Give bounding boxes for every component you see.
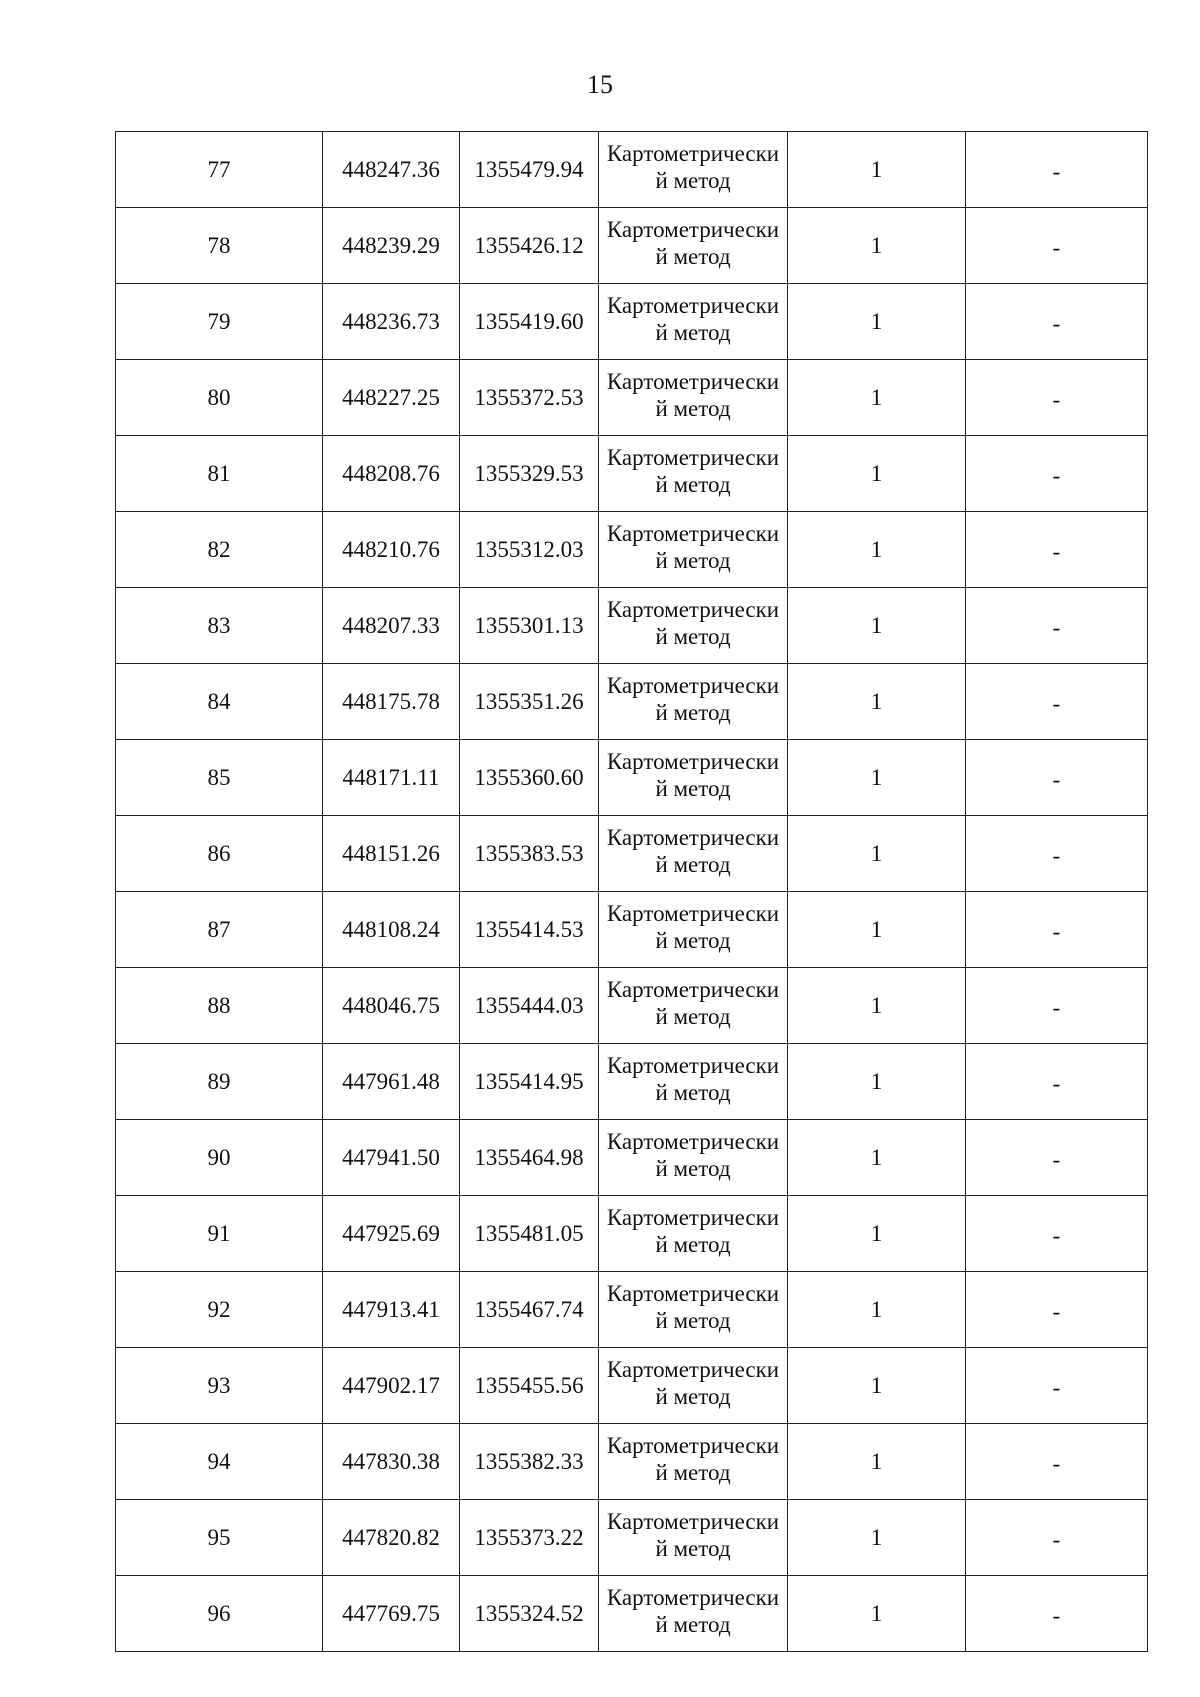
note-cell: - [966, 816, 1148, 892]
accuracy-cell: 1 [788, 1196, 966, 1272]
table-row [116, 1196, 1148, 1272]
table-row [116, 132, 1148, 208]
method-line-2: й метод [655, 1155, 731, 1181]
table-row [116, 588, 1148, 664]
table-row [116, 1348, 1148, 1424]
x-coordinate-cell: 447941.50 [323, 1120, 460, 1196]
method-line-1: Картометрически [606, 1280, 780, 1306]
note-cell: - [966, 284, 1148, 360]
method-cell [599, 1576, 788, 1652]
x-coordinate-cell: 448151.26 [323, 816, 460, 892]
method-line-2: й метод [655, 1079, 731, 1105]
y-coordinate-cell: 1355467.74 [460, 1272, 599, 1348]
point-number-cell: 95 [116, 1500, 323, 1576]
coordinates-table-body [116, 132, 1148, 1652]
x-coordinate-cell: 447902.17 [323, 1348, 460, 1424]
note-cell: - [966, 1120, 1148, 1196]
table-row [116, 512, 1148, 588]
method-line-1: Картометрически [606, 1584, 780, 1610]
accuracy-cell: 1 [788, 360, 966, 436]
note-cell: - [966, 968, 1148, 1044]
point-number-cell: 87 [116, 892, 323, 968]
accuracy-cell: 1 [788, 1576, 966, 1652]
method-line-2: й метод [655, 395, 731, 421]
note-cell: - [966, 664, 1148, 740]
note-cell: - [966, 1272, 1148, 1348]
point-number-cell: 90 [116, 1120, 323, 1196]
table-row [116, 360, 1148, 436]
method-line-2: й метод [655, 1383, 731, 1409]
method-line-2: й метод [655, 1459, 731, 1485]
method-cell [599, 664, 788, 740]
method-line-1: Картометрически [606, 368, 780, 394]
y-coordinate-cell: 1355426.12 [460, 208, 599, 284]
x-coordinate-cell: 448210.76 [323, 512, 460, 588]
accuracy-cell: 1 [788, 664, 966, 740]
point-number-cell: 96 [116, 1576, 323, 1652]
accuracy-cell: 1 [788, 436, 966, 512]
y-coordinate-cell: 1355414.53 [460, 892, 599, 968]
note-cell: - [966, 588, 1148, 664]
method-cell [599, 208, 788, 284]
y-coordinate-cell: 1355301.13 [460, 588, 599, 664]
y-coordinate-cell: 1355464.98 [460, 1120, 599, 1196]
note-cell: - [966, 436, 1148, 512]
x-coordinate-cell: 447925.69 [323, 1196, 460, 1272]
accuracy-cell: 1 [788, 1272, 966, 1348]
point-number-cell: 83 [116, 588, 323, 664]
method-line-2: й метод [655, 1003, 731, 1029]
method-line-2: й метод [655, 1611, 731, 1637]
note-cell: - [966, 1500, 1148, 1576]
x-coordinate-cell: 448236.73 [323, 284, 460, 360]
method-cell [599, 1044, 788, 1120]
note-cell: - [966, 208, 1148, 284]
y-coordinate-cell: 1355383.53 [460, 816, 599, 892]
point-number-cell: 88 [116, 968, 323, 1044]
table-row [116, 436, 1148, 512]
point-number-cell: 82 [116, 512, 323, 588]
x-coordinate-cell: 448046.75 [323, 968, 460, 1044]
y-coordinate-cell: 1355444.03 [460, 968, 599, 1044]
method-line-1: Картометрически [606, 520, 780, 546]
y-coordinate-cell: 1355481.05 [460, 1196, 599, 1272]
table-row [116, 892, 1148, 968]
accuracy-cell: 1 [788, 968, 966, 1044]
y-coordinate-cell: 1355479.94 [460, 132, 599, 208]
method-cell [599, 892, 788, 968]
point-number-cell: 94 [116, 1424, 323, 1500]
x-coordinate-cell: 448108.24 [323, 892, 460, 968]
y-coordinate-cell: 1355414.95 [460, 1044, 599, 1120]
point-number-cell: 81 [116, 436, 323, 512]
method-line-2: й метод [655, 775, 731, 801]
method-cell [599, 1196, 788, 1272]
point-number-cell: 84 [116, 664, 323, 740]
table-row [116, 664, 1148, 740]
table-row [116, 816, 1148, 892]
method-line-1: Картометрически [606, 900, 780, 926]
point-number-cell: 77 [116, 132, 323, 208]
page-number: 15 [587, 70, 613, 99]
table-row [116, 740, 1148, 816]
method-line-1: Картометрически [606, 672, 780, 698]
method-cell [599, 740, 788, 816]
method-line-2: й метод [655, 927, 731, 953]
table-row [116, 1120, 1148, 1196]
point-number-cell: 92 [116, 1272, 323, 1348]
y-coordinate-cell: 1355312.03 [460, 512, 599, 588]
method-line-2: й метод [655, 471, 731, 497]
x-coordinate-cell: 447820.82 [323, 1500, 460, 1576]
point-number-cell: 80 [116, 360, 323, 436]
x-coordinate-cell: 448171.11 [323, 740, 460, 816]
x-coordinate-cell: 448175.78 [323, 664, 460, 740]
accuracy-cell: 1 [788, 1044, 966, 1120]
method-cell [599, 1348, 788, 1424]
x-coordinate-cell: 448227.25 [323, 360, 460, 436]
table-row [116, 1576, 1148, 1652]
note-cell: - [966, 1044, 1148, 1120]
method-line-2: й метод [655, 243, 731, 269]
accuracy-cell: 1 [788, 816, 966, 892]
table-row [116, 1272, 1148, 1348]
method-cell [599, 132, 788, 208]
method-cell [599, 436, 788, 512]
accuracy-cell: 1 [788, 1424, 966, 1500]
method-line-2: й метод [655, 1231, 731, 1257]
method-line-1: Картометрически [606, 824, 780, 850]
accuracy-cell: 1 [788, 892, 966, 968]
table-row [116, 1044, 1148, 1120]
point-number-cell: 85 [116, 740, 323, 816]
accuracy-cell: 1 [788, 1500, 966, 1576]
note-cell: - [966, 892, 1148, 968]
y-coordinate-cell: 1355329.53 [460, 436, 599, 512]
point-number-cell: 79 [116, 284, 323, 360]
note-cell: - [966, 1196, 1148, 1272]
method-line-1: Картометрически [606, 1432, 780, 1458]
method-line-1: Картометрически [606, 216, 780, 242]
note-cell: - [966, 132, 1148, 208]
method-line-1: Картометрически [606, 1508, 780, 1534]
method-cell [599, 360, 788, 436]
note-cell: - [966, 1424, 1148, 1500]
method-cell [599, 816, 788, 892]
method-cell [599, 1424, 788, 1500]
point-number-cell: 89 [116, 1044, 323, 1120]
method-line-2: й метод [655, 319, 731, 345]
accuracy-cell: 1 [788, 1120, 966, 1196]
point-number-cell: 78 [116, 208, 323, 284]
method-line-1: Картометрически [606, 140, 780, 166]
coordinates-table [115, 131, 1148, 1652]
note-cell: - [966, 1576, 1148, 1652]
y-coordinate-cell: 1355372.53 [460, 360, 599, 436]
accuracy-cell: 1 [788, 512, 966, 588]
method-line-1: Картометрически [606, 596, 780, 622]
note-cell: - [966, 360, 1148, 436]
note-cell: - [966, 512, 1148, 588]
note-cell: - [966, 740, 1148, 816]
x-coordinate-cell: 447961.48 [323, 1044, 460, 1120]
y-coordinate-cell: 1355360.60 [460, 740, 599, 816]
accuracy-cell: 1 [788, 132, 966, 208]
x-coordinate-cell: 447913.41 [323, 1272, 460, 1348]
method-line-1: Картометрически [606, 292, 780, 318]
table-row [116, 1424, 1148, 1500]
x-coordinate-cell: 447769.75 [323, 1576, 460, 1652]
x-coordinate-cell: 448239.29 [323, 208, 460, 284]
y-coordinate-cell: 1355373.22 [460, 1500, 599, 1576]
method-cell [599, 1120, 788, 1196]
accuracy-cell: 1 [788, 284, 966, 360]
x-coordinate-cell: 448247.36 [323, 132, 460, 208]
method-cell [599, 512, 788, 588]
method-line-1: Картометрически [606, 1204, 780, 1230]
y-coordinate-cell: 1355324.52 [460, 1576, 599, 1652]
note-cell: - [966, 1348, 1148, 1424]
method-line-2: й метод [655, 1535, 731, 1561]
method-line-1: Картометрически [606, 1356, 780, 1382]
point-number-cell: 86 [116, 816, 323, 892]
method-line-1: Картометрически [606, 444, 780, 470]
method-line-2: й метод [655, 699, 731, 725]
table-row [116, 1500, 1148, 1576]
accuracy-cell: 1 [788, 1348, 966, 1424]
x-coordinate-cell: 448207.33 [323, 588, 460, 664]
table-row [116, 968, 1148, 1044]
method-line-1: Картометрически [606, 976, 780, 1002]
method-cell [599, 1500, 788, 1576]
accuracy-cell: 1 [788, 740, 966, 816]
accuracy-cell: 1 [788, 588, 966, 664]
y-coordinate-cell: 1355419.60 [460, 284, 599, 360]
method-cell [599, 968, 788, 1044]
method-line-1: Картометрически [606, 1052, 780, 1078]
point-number-cell: 91 [116, 1196, 323, 1272]
y-coordinate-cell: 1355455.56 [460, 1348, 599, 1424]
y-coordinate-cell: 1355382.33 [460, 1424, 599, 1500]
x-coordinate-cell: 447830.38 [323, 1424, 460, 1500]
method-cell [599, 1272, 788, 1348]
method-line-1: Картометрически [606, 1128, 780, 1154]
method-line-2: й метод [655, 547, 731, 573]
table-row [116, 208, 1148, 284]
method-line-2: й метод [655, 623, 731, 649]
point-number-cell: 93 [116, 1348, 323, 1424]
accuracy-cell: 1 [788, 208, 966, 284]
method-line-2: й метод [655, 167, 731, 193]
method-line-2: й метод [655, 1307, 731, 1333]
table-row [116, 284, 1148, 360]
x-coordinate-cell: 448208.76 [323, 436, 460, 512]
method-cell [599, 588, 788, 664]
method-line-2: й метод [655, 851, 731, 877]
method-cell [599, 284, 788, 360]
y-coordinate-cell: 1355351.26 [460, 664, 599, 740]
method-line-1: Картометрически [606, 748, 780, 774]
